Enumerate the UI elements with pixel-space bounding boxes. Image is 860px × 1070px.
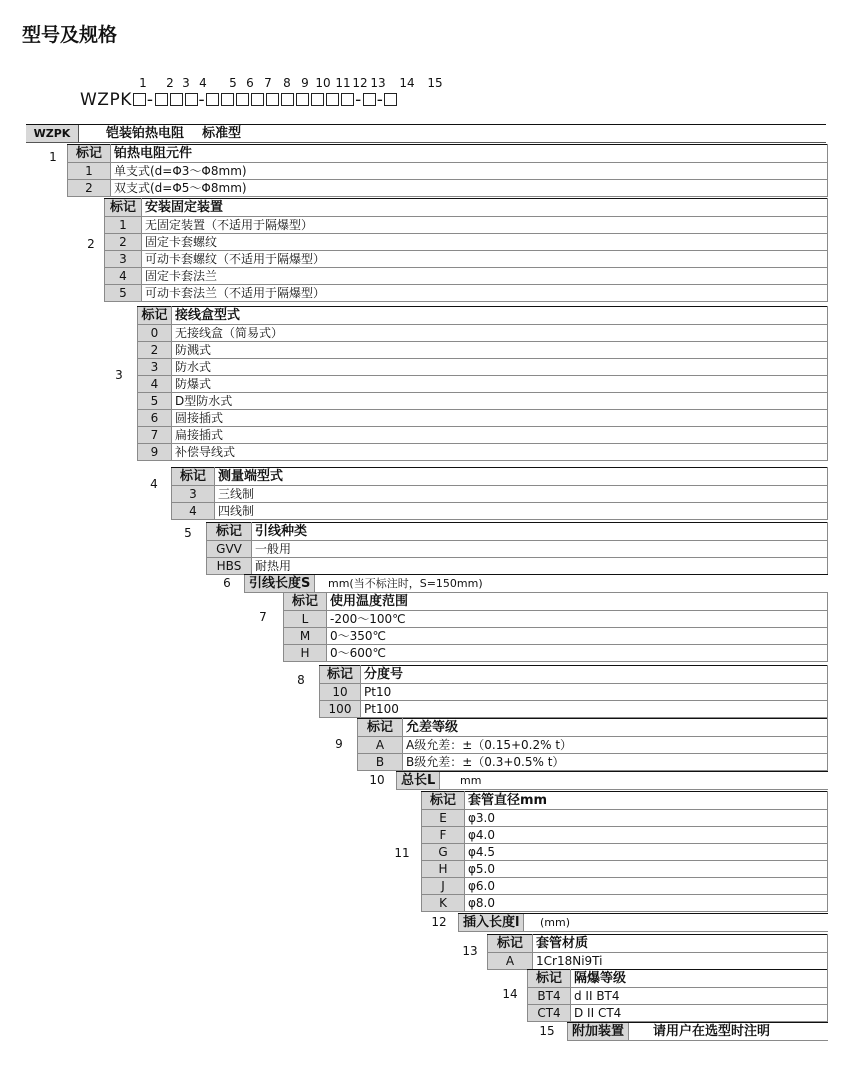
page-title: 型号及规格: [22, 24, 118, 46]
spec-table-s11: [421, 791, 828, 912]
option-code: 1: [68, 163, 111, 180]
section-number: 6: [223, 576, 231, 590]
table-row: [422, 878, 828, 895]
ruler-number: 6: [246, 76, 254, 90]
ruler-number: 4: [199, 76, 207, 90]
table-row: [207, 541, 828, 558]
option-code: A: [358, 737, 403, 754]
option-description: 0～350℃: [327, 628, 828, 645]
section-number: 11: [394, 846, 410, 860]
inline-label: 总长L: [396, 772, 440, 789]
option-code: 3: [172, 486, 215, 503]
option-description: d II BT4: [571, 988, 828, 1005]
option-description: Pt100: [361, 701, 828, 718]
option-description: 防爆式: [172, 376, 828, 393]
spec-table-s2: [104, 198, 828, 302]
option-code: H: [284, 645, 327, 662]
section-heading: 套管材质: [533, 935, 828, 953]
option-description: 无固定装置（不适用于隔爆型）: [142, 217, 828, 234]
section-number: 2: [87, 237, 95, 251]
option-code: 0: [138, 325, 172, 342]
ruler-number: 8: [283, 76, 291, 90]
section-heading: 测量端型式: [215, 468, 828, 486]
option-description: φ8.0: [465, 895, 828, 912]
table-row: [284, 645, 828, 662]
option-description: 补偿导线式: [172, 444, 828, 461]
section-number: 10: [369, 773, 385, 787]
option-code: A: [488, 953, 533, 970]
option-code: 4: [105, 268, 142, 285]
option-code: 9: [138, 444, 172, 461]
ruler-number: 3: [182, 76, 190, 90]
table-row: [422, 861, 828, 878]
option-description: 可动卡套法兰（不适用于隔爆型）: [142, 285, 828, 302]
table-row: [138, 393, 828, 410]
section-heading: 套管直径mm: [465, 792, 828, 810]
section-heading: 分度号: [361, 666, 828, 684]
option-code: 4: [138, 376, 172, 393]
option-code: B: [358, 754, 403, 771]
code-column-header: 标记: [488, 935, 533, 953]
table-row: [422, 844, 828, 861]
spec-table-s5: [206, 522, 828, 575]
spec-table-s7: [283, 592, 828, 662]
option-description: 无接线盒（简易式）: [172, 325, 828, 342]
inline-label: 引线长度S: [244, 575, 315, 592]
option-description: φ6.0: [465, 878, 828, 895]
option-description: 防水式: [172, 359, 828, 376]
code-column-header: 标记: [172, 468, 215, 486]
inline-label: 插入长度l: [458, 914, 524, 931]
ruler-number: 12: [352, 76, 368, 90]
inline-note: (mm): [540, 916, 571, 929]
table-row: [528, 988, 828, 1005]
option-code: L: [284, 611, 327, 628]
option-code: K: [422, 895, 465, 912]
spec-table-s9: [357, 718, 828, 771]
option-code: 2: [68, 180, 111, 197]
table-row: [284, 611, 828, 628]
inline-label: 附加装置: [567, 1023, 629, 1040]
ruler-number: 15: [427, 76, 443, 90]
spec-table-s8: [319, 665, 828, 718]
table-row: [284, 628, 828, 645]
series-title: 铠装铂热电阻 标准型: [106, 126, 242, 141]
model-code-prefix: WZPK: [80, 90, 132, 110]
option-description: D型防水式: [172, 393, 828, 410]
option-description: 扁接插式: [172, 427, 828, 444]
option-code: BT4: [528, 988, 571, 1005]
spec-table-s14: [527, 969, 828, 1022]
spec-table-s1: [67, 144, 828, 197]
inline-note: mm: [460, 774, 482, 787]
series-header-row: [26, 124, 826, 143]
option-code: 1: [105, 217, 142, 234]
table-row: [105, 285, 828, 302]
table-row: [207, 558, 828, 575]
option-description: 双支式(d=Φ5～Φ8mm): [111, 180, 828, 197]
section-number: 4: [150, 477, 158, 491]
table-row: [105, 234, 828, 251]
inline-spec-s15: [567, 1022, 828, 1041]
section-number: 9: [335, 737, 343, 751]
option-description: 固定卡套螺纹: [142, 234, 828, 251]
option-code: G: [422, 844, 465, 861]
table-row: [172, 486, 828, 503]
table-row: [105, 268, 828, 285]
section-number: 5: [184, 526, 192, 540]
option-description: -200～100℃: [327, 611, 828, 628]
option-description: 四线制: [215, 503, 828, 520]
section-heading: 允差等级: [403, 719, 828, 737]
table-row: [422, 810, 828, 827]
option-code: F: [422, 827, 465, 844]
option-code: 10: [320, 684, 361, 701]
option-code: 2: [105, 234, 142, 251]
section-heading: 铂热电阻元件: [111, 145, 828, 163]
inline-spec-s6: [244, 574, 828, 593]
option-code: 100: [320, 701, 361, 718]
section-number: 15: [539, 1024, 555, 1038]
table-row: [138, 410, 828, 427]
ruler-number: 10: [315, 76, 331, 90]
table-row: [138, 359, 828, 376]
option-code: HBS: [207, 558, 252, 575]
option-description: φ3.0: [465, 810, 828, 827]
section-number: 8: [297, 673, 305, 687]
code-column-header: 标记: [105, 199, 142, 217]
option-code: GVV: [207, 541, 252, 558]
code-column-header: 标记: [358, 719, 403, 737]
table-row: [358, 754, 828, 771]
table-row: [68, 163, 828, 180]
option-code: 5: [138, 393, 172, 410]
code-column-header: 标记: [138, 307, 172, 325]
spec-table-s4: [171, 467, 828, 520]
table-row: [68, 180, 828, 197]
option-code: J: [422, 878, 465, 895]
option-code: 3: [138, 359, 172, 376]
option-code: H: [422, 861, 465, 878]
option-code: 5: [105, 285, 142, 302]
section-heading: 接线盒型式: [172, 307, 828, 325]
table-row: [172, 503, 828, 520]
table-row: [138, 376, 828, 393]
code-column-header: 标记: [284, 593, 327, 611]
section-heading: 引线种类: [252, 523, 828, 541]
section-heading: 隔爆等级: [571, 970, 828, 988]
table-row: [422, 827, 828, 844]
option-code: 2: [138, 342, 172, 359]
inline-note: 请用户在选型时注明: [653, 1024, 771, 1039]
ruler-number: 14: [399, 76, 415, 90]
option-description: A级允差：±（0.15+0.2% t）: [403, 737, 828, 754]
ruler-number: 11: [335, 76, 351, 90]
option-code: E: [422, 810, 465, 827]
option-code: 6: [138, 410, 172, 427]
ruler-number: 9: [301, 76, 309, 90]
table-row: [138, 427, 828, 444]
option-code: 7: [138, 427, 172, 444]
section-heading: 安装固定装置: [142, 199, 828, 217]
option-description: 可动卡套螺纹（不适用于隔爆型）: [142, 251, 828, 268]
table-row: [138, 325, 828, 342]
option-description: 防溅式: [172, 342, 828, 359]
spec-table-s3: [137, 306, 828, 461]
section-number: 1: [49, 150, 57, 164]
code-column-header: 标记: [68, 145, 111, 163]
option-description: 耐热用: [252, 558, 828, 575]
ruler-number: 13: [370, 76, 386, 90]
table-row: [105, 251, 828, 268]
option-description: 三线制: [215, 486, 828, 503]
table-row: [422, 895, 828, 912]
model-code-pattern: WZPK - - - -: [80, 90, 398, 110]
option-description: φ4.5: [465, 844, 828, 861]
option-description: 0～600℃: [327, 645, 828, 662]
table-row: [358, 737, 828, 754]
section-heading: 使用温度范围: [327, 593, 828, 611]
option-description: 单支式(d=Φ3～Φ8mm): [111, 163, 828, 180]
option-description: 固定卡套法兰: [142, 268, 828, 285]
code-column-header: 标记: [320, 666, 361, 684]
option-code: M: [284, 628, 327, 645]
ruler-number: 2: [166, 76, 174, 90]
section-number: 3: [115, 368, 123, 382]
section-number: 7: [259, 610, 267, 624]
ruler-number: 1: [139, 76, 147, 90]
table-row: [105, 217, 828, 234]
inline-spec-s12: [458, 913, 828, 932]
ruler-number: 7: [264, 76, 272, 90]
code-column-header: 标记: [528, 970, 571, 988]
option-description: Pt10: [361, 684, 828, 701]
table-row: [528, 1005, 828, 1022]
ruler-number: 5: [229, 76, 237, 90]
option-description: 圆接插式: [172, 410, 828, 427]
table-row: [488, 953, 828, 970]
code-column-header: 标记: [422, 792, 465, 810]
code-column-header: 标记: [207, 523, 252, 541]
option-description: φ5.0: [465, 861, 828, 878]
table-row: [138, 444, 828, 461]
option-description: 一般用: [252, 541, 828, 558]
section-number: 14: [502, 987, 518, 1001]
option-code: 4: [172, 503, 215, 520]
inline-note: mm(当不标注时，S=150mm): [328, 577, 483, 590]
option-description: 1Cr18Ni9Ti: [533, 953, 828, 970]
option-code: 3: [105, 251, 142, 268]
table-row: [138, 342, 828, 359]
option-description: B级允差：±（0.3+0.5% t）: [403, 754, 828, 771]
option-description: φ4.0: [465, 827, 828, 844]
section-number: 12: [431, 915, 447, 929]
option-description: D II CT4: [571, 1005, 828, 1022]
series-code: WZPK: [26, 125, 79, 142]
spec-table-s13: [487, 934, 828, 970]
table-row: [320, 701, 828, 718]
option-code: CT4: [528, 1005, 571, 1022]
section-number: 13: [462, 944, 478, 958]
table-row: [320, 684, 828, 701]
inline-spec-s10: [396, 771, 828, 790]
